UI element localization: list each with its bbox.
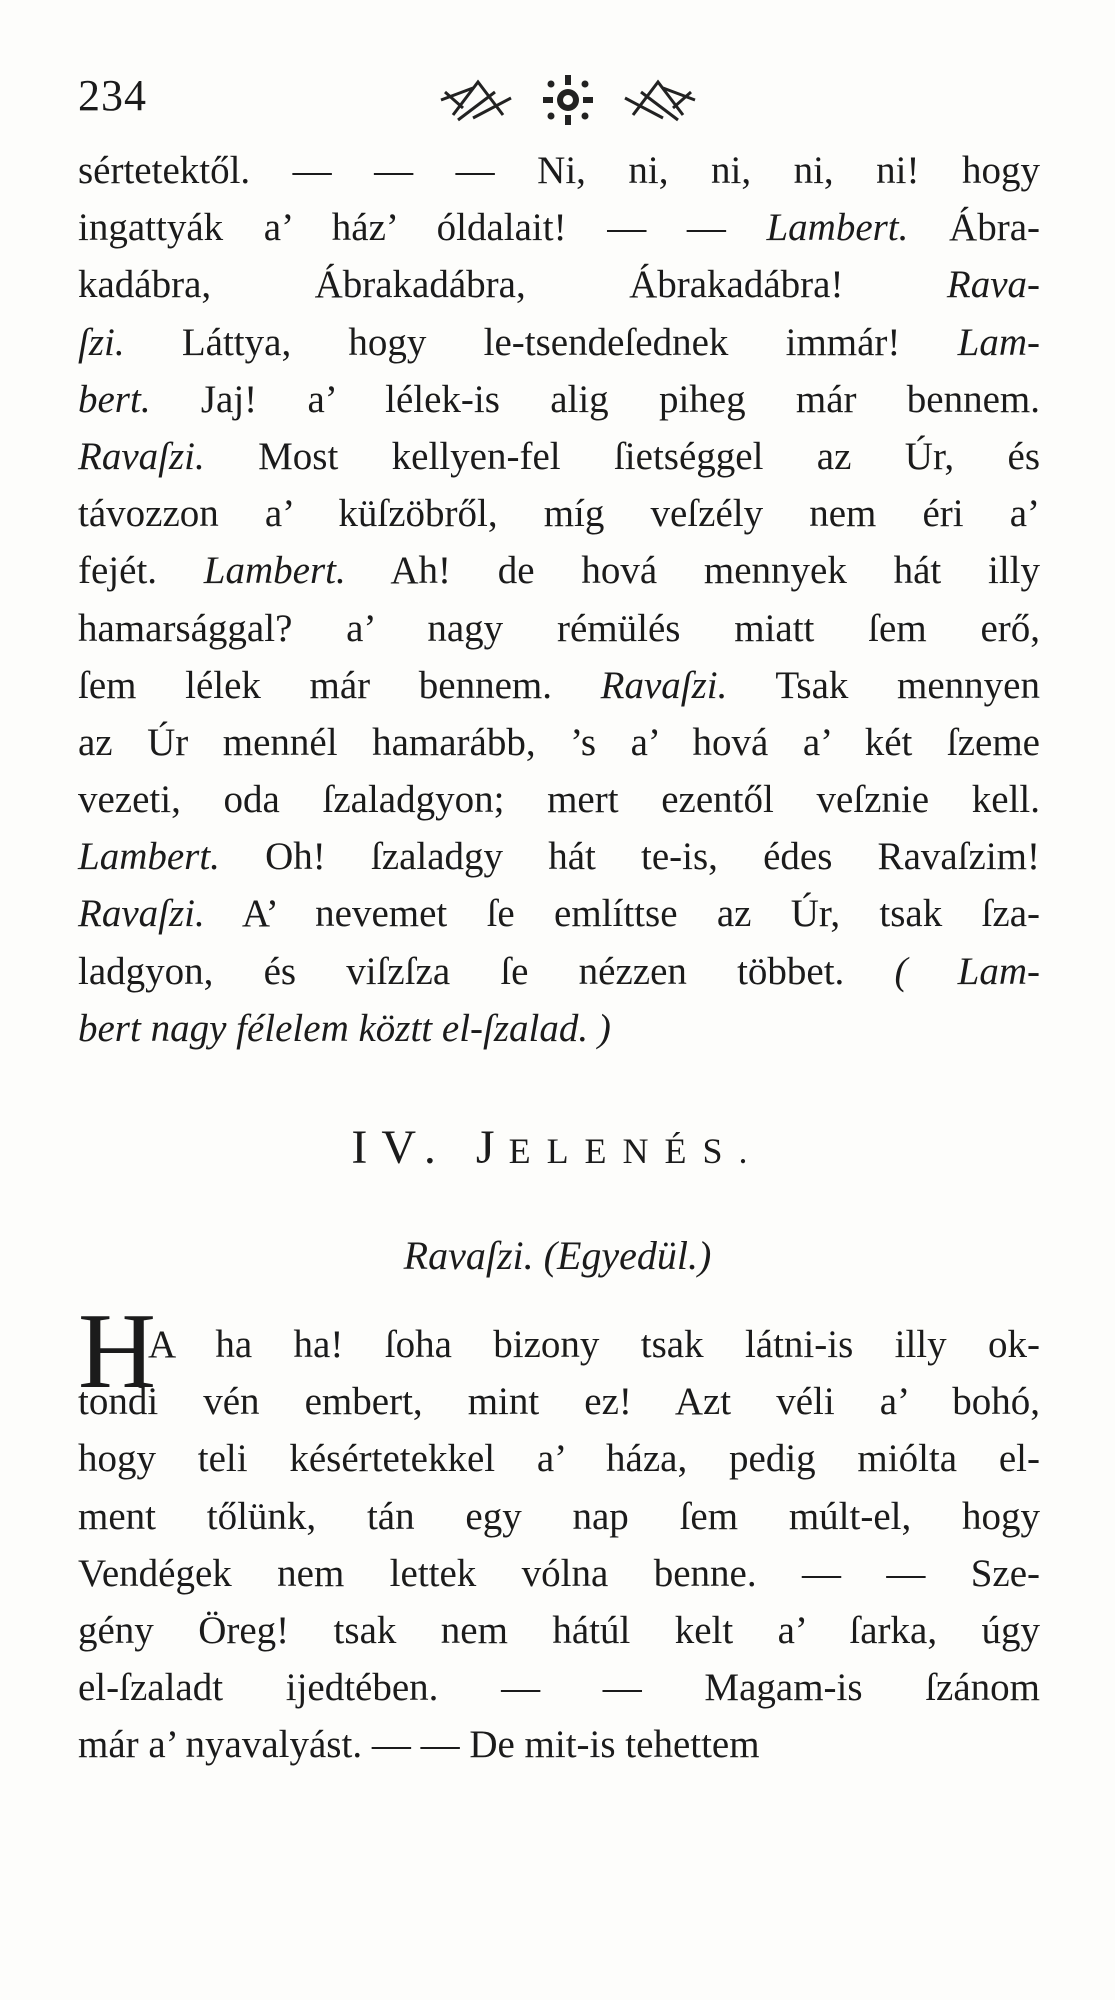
text-line (78, 657, 1040, 714)
italic-text: Lambert. (203, 549, 346, 593)
text-span: kadábra, Ábrakadábra, Ábrakadábra! (78, 263, 947, 307)
page-number: 234 (78, 71, 147, 120)
text-span: ment tőlünk, tán egy nap ſem múlt-el, hogy (78, 1494, 1040, 1538)
text-line (78, 1545, 1040, 1602)
text-span: Jaj! a’ lélek-is alig piheg már bennem. (150, 377, 1040, 421)
italic-text: ( Lam- (894, 949, 1040, 993)
text-span: Ábra- (908, 206, 1040, 250)
text-line (78, 1000, 1040, 1057)
text-line (78, 1716, 1040, 1773)
text-span: ingattyák a’ ház’ óldalait! — — (78, 206, 767, 250)
text-span: A ha ha! ſoha bizony tsak látni-is illy ok- (148, 1323, 1040, 1366)
text-span: sértetektől. — — — Ni, ni, ni, ni, ni! hogy (78, 149, 1040, 192)
text-line (78, 428, 1040, 485)
text-span: el-ſzaladt ijedtében. — — Magam-is ſzánom (78, 1666, 1040, 1710)
text-line (78, 1430, 1040, 1487)
page-header (78, 70, 1038, 130)
text-line (78, 542, 1040, 599)
italic-text: Ravaſzi. (600, 663, 728, 707)
text-line (78, 1373, 1040, 1430)
text-line (78, 371, 1040, 428)
monologue-paragraph (78, 1316, 1040, 1774)
text-span: gény Öreg! tsak nem hátúl kelt a’ ſarka, úgy (78, 1608, 1040, 1652)
italic-text: Lambert. (78, 835, 220, 879)
scene-heading (0, 1120, 1115, 1175)
text-span: hamarsággal? a’ nagy rémülés miatt ſem erő, (78, 606, 1040, 650)
text-line (78, 943, 1040, 1000)
text-line (78, 314, 1040, 371)
text-line (78, 600, 1040, 657)
text-span: az Úr mennél hamarább, ’s a’ hová a’ két ſzeme (78, 720, 1040, 764)
text-line (78, 885, 1040, 942)
italic-text: Rava- (946, 263, 1040, 307)
text-span: tondi vén embert, mint ez! Azt véli a’ bohó, (78, 1380, 1040, 1424)
italic-text: Ravaſzi. (78, 892, 205, 936)
text-span: A’ nevemet ſe említtse az Úr, tsak ſza- (204, 892, 1040, 936)
text-line (78, 1316, 1040, 1373)
text-span: fejét. (78, 549, 204, 593)
text-line (78, 199, 1040, 256)
text-line (78, 771, 1040, 828)
drop-cap: H (78, 1292, 156, 1411)
scene-title-initial: J (475, 1121, 509, 1174)
text-line (78, 485, 1040, 542)
italic-text: Lambert. (766, 206, 909, 250)
italic-text: bert nagy félelem köztt el-ſzalad. ) (78, 1006, 611, 1050)
text-span: már a’ nyavalyást. — — De mit-is tehettem (78, 1723, 760, 1767)
text-span: hogy teli késértetekkel a’ háza, pedig miólta el- (78, 1437, 1040, 1481)
text-line (78, 256, 1040, 313)
text-span: Oh! ſzaladgy hát te-is, édes Ravaſzim! (219, 835, 1040, 879)
text-line (78, 828, 1040, 885)
text-line (78, 1659, 1040, 1716)
text-span: távozzon a’ küſzöbről, míg veſzély nem éri a’ (78, 492, 1040, 536)
scene-numeral: IV. (351, 1121, 450, 1174)
scene-title-rest: ELENÉS. (508, 1131, 764, 1171)
dialogue-paragraph (78, 142, 1040, 1057)
text-line (78, 142, 1040, 199)
italic-text: bert. (78, 377, 151, 421)
text-line (78, 1602, 1040, 1659)
text-line (78, 714, 1040, 771)
text-span: Most kellyen-fel ſietséggel az Úr, és (204, 434, 1040, 478)
text-span: ladgyon, és viſzſza ſe nézzen többet. (78, 949, 895, 993)
speaker-line: Ravaſzi. (Egyedül.) (403, 1233, 712, 1278)
floral-ornament-icon (433, 70, 703, 130)
text-span: Tsak mennyen (727, 663, 1040, 707)
text-span: Vendégek nem lettek vólna benne. — — Sze- (78, 1551, 1040, 1595)
italic-text: Lam- (957, 320, 1040, 364)
text-line (78, 1488, 1040, 1545)
text-span: ſem lélek már bennem. (78, 663, 601, 707)
text-span: Ah! de hová mennyek hát illy (345, 549, 1041, 593)
italic-text: Ravaſzi. (78, 434, 205, 478)
text-span: Láttya, hogy le-tsendeſednek immár! (124, 320, 958, 364)
text-span: vezeti, oda ſzaladgyon; mert ezentől veſznie kell. (78, 778, 1040, 822)
italic-text: ſzi. (78, 320, 125, 364)
